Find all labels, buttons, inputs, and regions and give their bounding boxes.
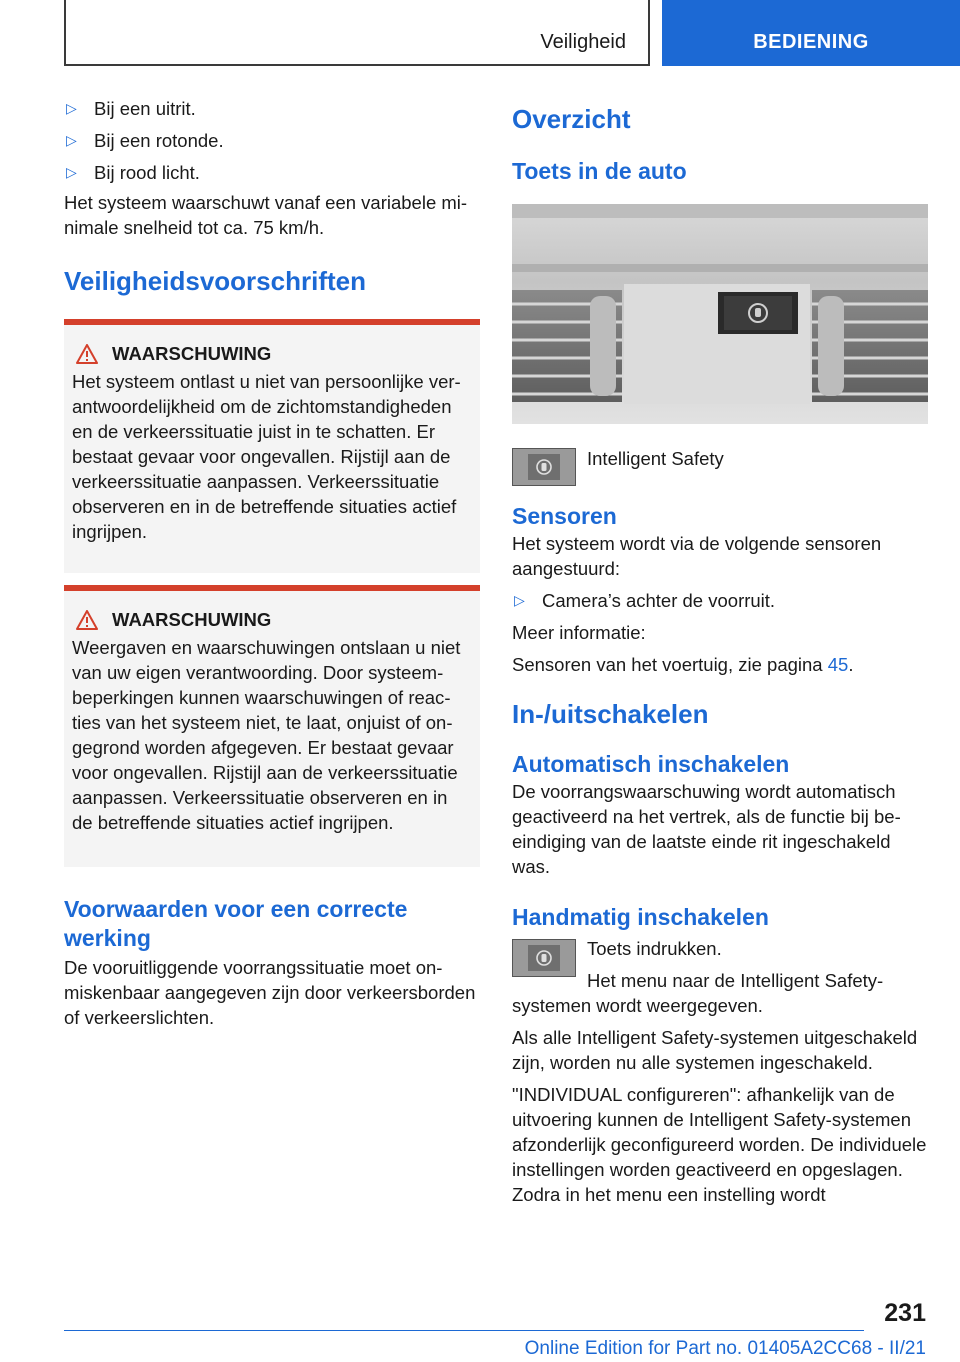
intro-text: Het systeem waarschuwt vanaf een variabele minimale snelheid tot ca. 75 km/h. [64,192,468,238]
paragraph-individual: "INDIVIDUAL configureren": afhankelijk van de uitvoering kunnen de Intelligent Safety-systemen afzonderlijk geconfigureerd worden. De individuele instellingen worden geactiveerd en opgeslagen. Zodra in het menu een instelling wordt [512,1084,927,1205]
manual-step: Toets indrukken. [587,938,722,959]
intelligent-safety-button-icon [512,448,576,486]
warning-title: WAARSCHUWING [112,609,272,630]
page-link[interactable]: 45 [827,654,849,675]
conditions-heading: Voorwaarden voor een correcte werking [64,896,408,951]
right-column [512,96,928,1207]
list-item: ▷ Bij een rotonde. [66,130,224,151]
warning-triangle-icon [76,344,98,364]
warning-title: WAARSCHUWING [112,343,272,364]
overview-heading: Overzicht [512,104,631,134]
warning-triangle-icon [76,610,98,630]
header-section-title: Veiligheid [540,31,626,53]
intelligent-safety-button-icon [512,939,576,977]
auto-text: De voorrangswaarschuwing wordt automatisch geactiveerd na het vertrek, als de functie bij beeindiging van de laatste einde rit ingeschakeld was. [512,781,901,877]
button-label: Intelligent Safety [587,448,724,469]
header-section-box [64,0,650,66]
button-heading: Toets in de auto [512,158,687,184]
header-chapter-title: BEDIENING [753,31,869,53]
sensors-reference: Sensoren van het voertuig, zie pagina 45. [512,654,854,675]
triangle-bullet-icon: ▷ [66,100,77,116]
safety-heading: Veiligheidsvoorschriften [64,266,366,296]
left-column [64,96,480,1030]
dashboard-photo-illustration [512,204,928,424]
auto-heading: Automatisch inschakelen [512,751,790,777]
onoff-heading: In-/uitschakelen [512,699,709,729]
warning-text: Weergaven en waarschuwingen ontslaan u niet van uw eigen verantwoording. Door systeembeperkingen kunnen waarschuwingen of reacties van het systeem niet, te laat, onjuist of ongegrond worden afgegeven. Er bestaat gevaar voor ongevallen. Rijstijl aan de verkeerssituatie aanpassen. Verkeerssituatie observeren en in de betreffende situaties actief ingrijpen. [72,637,461,833]
header-chapter-tab [662,0,960,66]
paragraph-all-systems: Als alle Intelligent Safety-systemen uitgeschakeld zijn, worden nu alle systemen ingeschakeld. [512,1027,918,1073]
conditions-text: De vooruitliggende voorrangssituatie moet onmiskenbaar aangegeven zijn door verkeersborden of verkeerslichten. [64,957,476,1028]
manual-text: Het menu naar de Intelligent Safety-systemen wordt weergegeven. [512,970,884,1016]
situation-list [64,96,480,185]
more-info-text: Meer informatie: [512,622,646,643]
footer-divider [64,1330,864,1331]
warning-box-2 [64,585,480,867]
sensors-heading: Sensoren [512,503,617,529]
triangle-bullet-icon: ▷ [66,164,77,180]
sensors-list [512,588,928,613]
warning-text: Het systeem ontlast u niet van persoonlijke verantwoordelijkheid om de zichtomstandigheden en de verkeerssituatie juist in te schatten. Er bestaat gevaar voor ongevallen. Rijstijl aan de verkeerssituatie aanpassen. Verkeerssituatie observeren en in de betreffende situaties actief ingrijpen. [72,371,461,542]
list-item: ▷ Camera’s achter de voorruit. [514,590,776,611]
page-number: 231 [884,1299,926,1327]
triangle-bullet-icon: ▷ [66,132,77,148]
manual-heading: Handmatig inschakelen [512,904,769,930]
footer-edition: Online Edition for Part no. 01405A2CC68 - II/21 [524,1338,926,1359]
triangle-bullet-icon: ▷ [514,592,525,608]
dashboard-button-photo [512,204,928,424]
list-item: ▷ Bij een uitrit. [66,98,196,119]
sensors-text: Het systeem wordt via de volgende sensoren aangestuurd: [512,533,882,579]
list-item: ▷ Bij rood licht. [66,162,200,183]
warning-box-1 [64,319,480,573]
